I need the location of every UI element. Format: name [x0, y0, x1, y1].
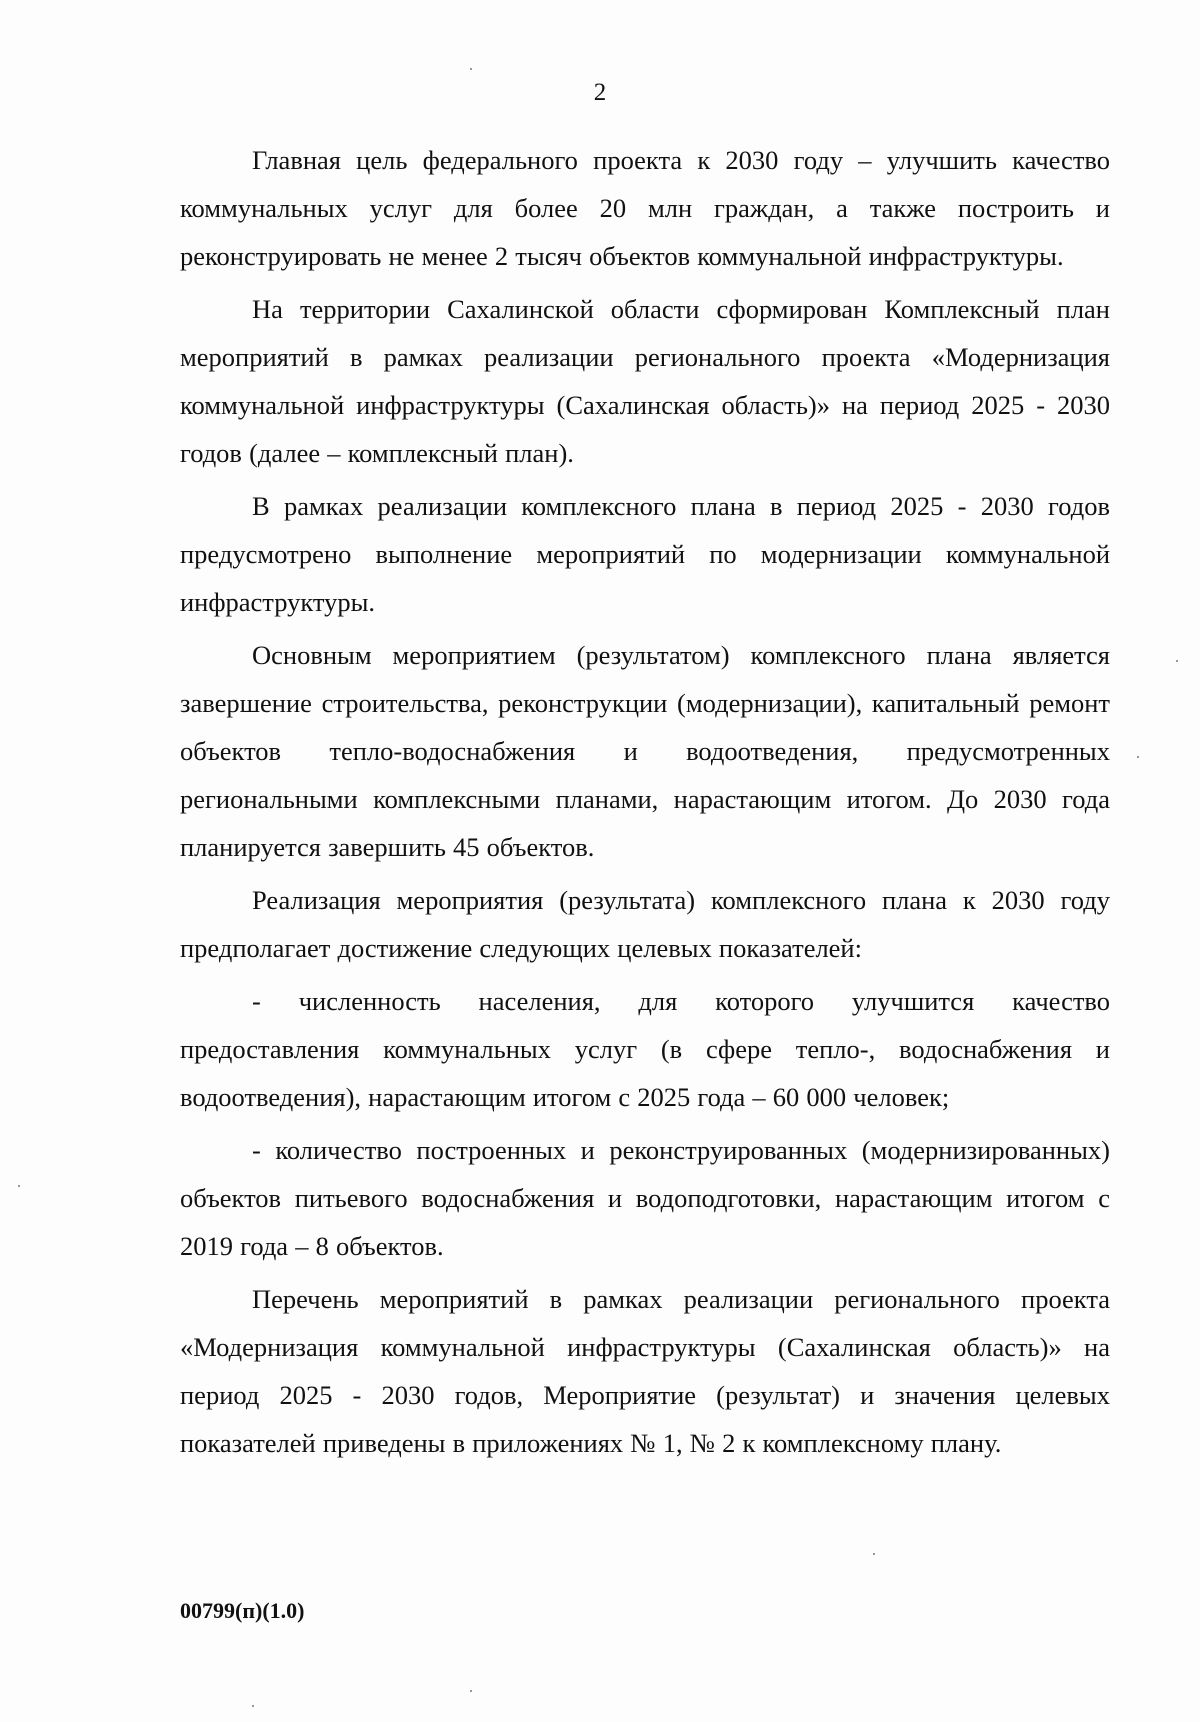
paragraph-plan-measures: В рамках реализации комплексного плана в период 2025 - 2030 годов предусмотрено выполнение мероприятий по модернизации коммунальной инфраструктуры. [180, 491, 1110, 617]
paragraph-complex-plan-formed: На территории Сахалинской области сформирован Комплексный план мероприятий в рамках реализации регионального проекта «Модернизация коммунальной инфраструктуры (Сахалинская область)» на период 2025 - 2030 годов (далее – комплексный план). [180, 294, 1110, 468]
paragraph-list-of-measures: Перечень мероприятий в рамках реализации регионального проекта «Модернизация коммунальной инфраструктуры (Сахалинская область)» на период 2025 - 2030 годов, Мероприятие (результат) и значения целевых показателей приведены в приложениях № 1, № 2 к комплексному плану. [180, 1284, 1110, 1458]
scan-speck [470, 1690, 472, 1692]
page-number: 2 [593, 79, 607, 106]
paragraph-indicator-objects: - количество построенных и реконструированных (модернизированных) объектов питьевого водоснабжения и водоподготовки, нарастающим итогом с 2019 года – 8 объектов. [180, 1135, 1110, 1261]
paragraph-target-indicators-intro: Реализация мероприятия (результата) комплексного плана к 2030 году предполагает достижение следующих целевых показателей: [180, 885, 1110, 963]
paragraph-federal-goal: Главная цель федерального проекта к 2030 году – улучшить качество коммунальных услуг для более 20 млн граждан, а также построить и реконструировать не менее 2 тысяч объектов коммунальной инфраструктуры. [180, 145, 1110, 271]
scan-speck [1176, 660, 1178, 662]
scan-speck [252, 1705, 254, 1707]
document-code: 00799(п)(1.0) [180, 1598, 305, 1623]
document-body [180, 136, 1110, 1472]
scan-speck [873, 1553, 875, 1555]
paragraph-main-measure: Основным мероприятием (результатом) комплексного плана является завершение строительства, реконструкции (модернизации), капитальный ремонт объектов тепло-водоснабжения и водоотведения, предусмотренных региональными комплексными планами, нарастающим итогом. До 2030 года планируется завершить 45 объектов. [180, 640, 1110, 862]
paragraph-indicator-population: - численность населения, для которого улучшится качество предоставления коммунальных услуг (в сфере тепло-, водоснабжения и водоотведения), нарастающим итогом с 2025 года – 60 000 человек; [180, 986, 1110, 1112]
scan-speck [1137, 756, 1139, 758]
scan-speck [470, 68, 472, 70]
scan-speck [18, 1185, 20, 1187]
